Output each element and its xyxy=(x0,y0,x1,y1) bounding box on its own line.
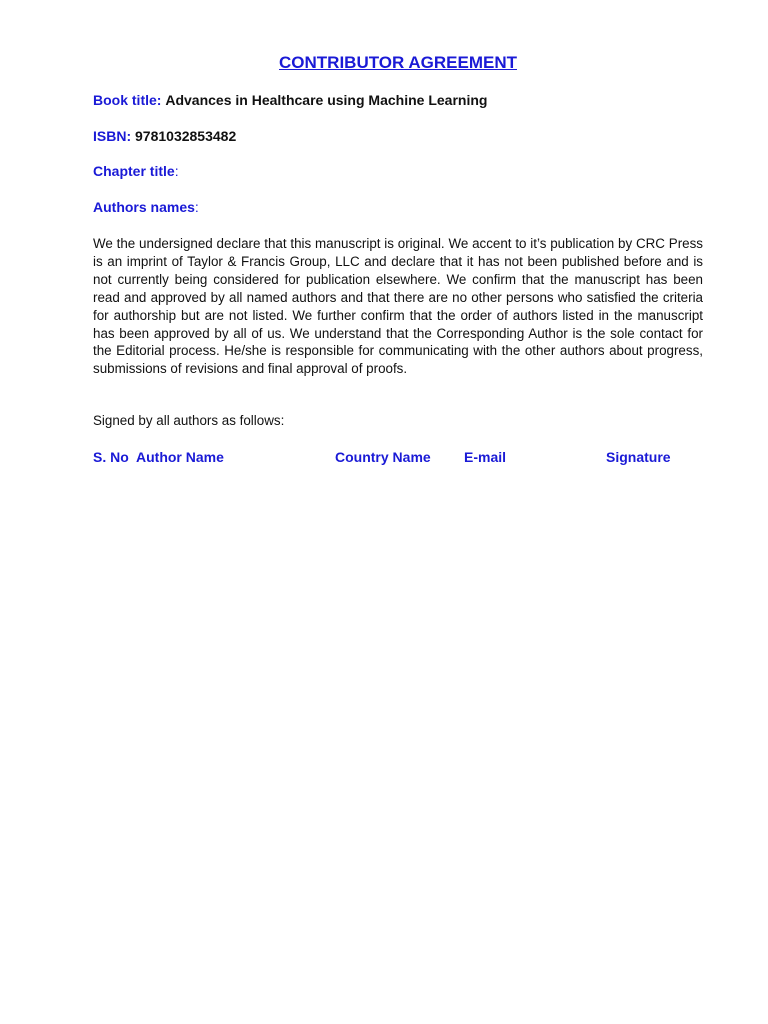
isbn-label: ISBN: xyxy=(93,128,132,144)
column-header-country-name: Country Name xyxy=(335,449,431,465)
column-header-signature: Signature xyxy=(606,449,671,465)
chapter-title-colon: : xyxy=(174,163,179,179)
signed-by-line: Signed by all authors as follows: xyxy=(93,413,285,428)
book-title-label: Book title: xyxy=(93,92,162,108)
isbn-field xyxy=(93,128,236,144)
chapter-title-label: Chapter title xyxy=(93,163,175,179)
authors-names-label: Authors names xyxy=(93,199,195,215)
authors-names-field xyxy=(93,199,199,215)
book-title-value: Advances in Healthcare using Machine Learning xyxy=(165,92,488,108)
chapter-title-field xyxy=(93,163,179,179)
isbn-value: 9781032853482 xyxy=(135,128,237,144)
declaration-paragraph: We the undersigned declare that this manuscript is original. We accent to it’s publication by CRC Press is an imprint of Taylor & Francis Group, LLC and declare that it has not been published before and is not currently being considered for publication elsewhere. We confirm that the manuscript has been read and approved by all named authors and that there are no other persons who satisfied the criteria for authorship but are not listed. We further confirm that the order of authors listed in the manuscript has been approved by all of us. We understand that the Corresponding Author is the sole contact for the Editorial process. He/she is responsible for communicating with the other authors about progress, submissions of revisions and final approval of proofs. xyxy=(93,236,703,377)
book-title-field xyxy=(93,92,487,108)
document-title: CONTRIBUTOR AGREEMENT xyxy=(279,53,517,72)
authors-names-colon: : xyxy=(194,199,199,215)
column-header-email: E-mail xyxy=(464,449,507,465)
column-header-sno: S. No xyxy=(93,449,129,465)
column-header-author-name: Author Name xyxy=(136,449,224,465)
